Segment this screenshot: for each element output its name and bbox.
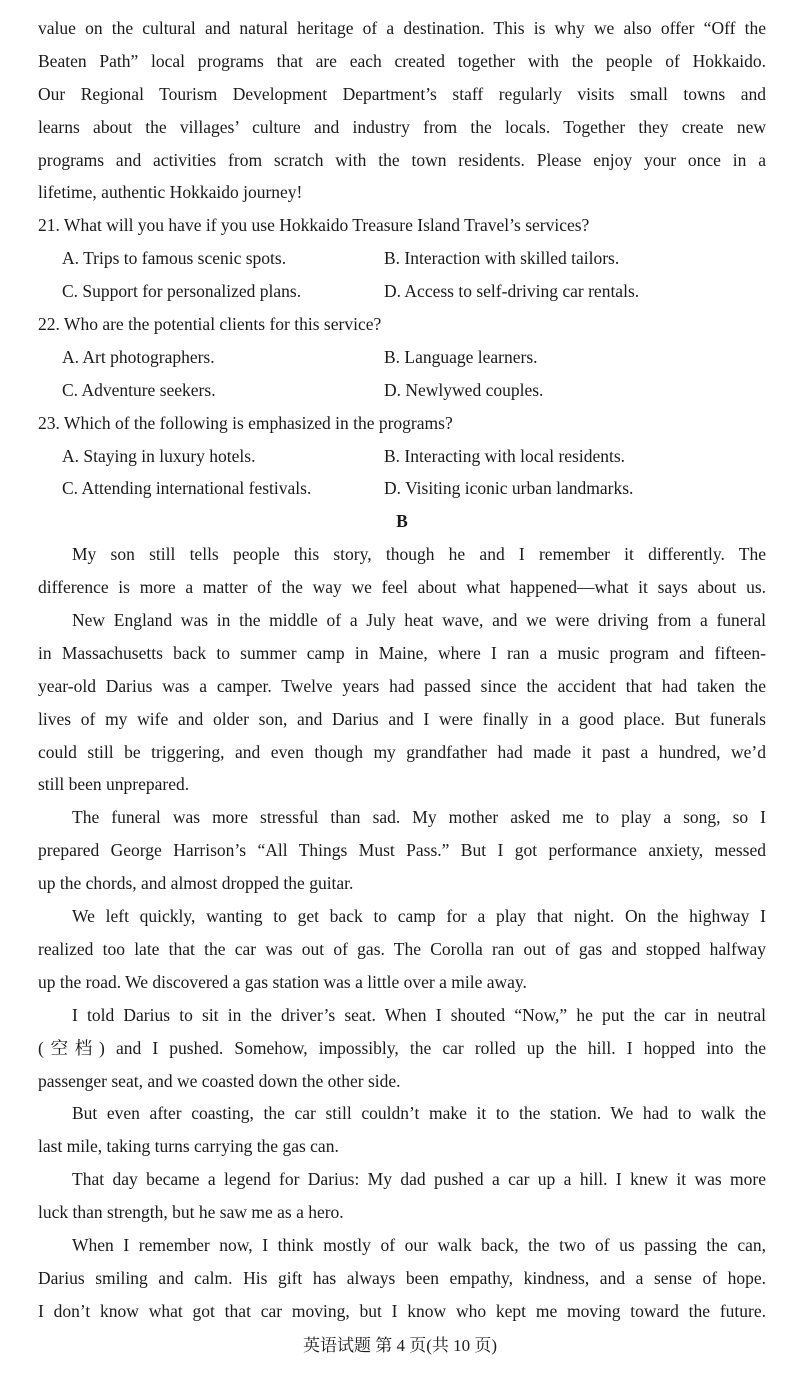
option-b: B. Interacting with local residents. <box>384 445 626 466</box>
passage-line: still been unprepared. <box>38 774 190 795</box>
passage-line: Darius smiling and calm. His gift has always been empathy, kindness, and a sense of hope. <box>38 1267 766 1288</box>
question-stem: 23. Which of the following is emphasized in the programs? <box>38 412 453 433</box>
passage-line: Beaten Path” local programs that are each created together with the people of Hokkaido. <box>38 50 766 71</box>
option-b: B. Interaction with skilled tailors. <box>384 248 620 269</box>
option-d: D. Access to self-driving car rentals. <box>384 281 640 302</box>
passage-line: learns about the villages’ culture and industry from the locals. Together they create new <box>38 116 766 137</box>
passage-line: lives of my wife and older son, and Darius and I were finally in a good place. But funerals <box>38 708 766 729</box>
passage-line: passenger seat, and we coasted down the other side. <box>38 1070 401 1091</box>
options-row <box>38 374 766 407</box>
passage-line: year-old Darius was a camper. Twelve years had passed since the accident that had taken the <box>38 675 766 696</box>
passage-line: (空档) and I pushed. Somehow, impossibly, the car rolled up the hill. I hopped into the <box>38 1037 766 1058</box>
paragraph-first-line: We left quickly, wanting to get back to camp for a play that night. On the highway I <box>72 906 766 927</box>
question-stem: 21. What will you have if you use Hokkaido Treasure Island Travel’s services? <box>38 215 590 236</box>
paragraph-first-line: That day became a legend for Darius: My dad pushed a car up a hill. I knew it was more <box>72 1169 766 1190</box>
passage-b <box>38 538 766 1327</box>
exam-page <box>38 12 766 1328</box>
passage-line: Our Regional Tourism Development Department’s staff regularly visits small towns and <box>38 83 766 104</box>
passage-line: programs and activities from scratch with the town residents. Please enjoy your once in a <box>38 149 766 170</box>
passage-line: last mile, taking turns carrying the gas can. <box>38 1136 339 1157</box>
passage-line: up the road. We discovered a gas station was a little over a mile away. <box>38 971 527 992</box>
option-d: D. Newlywed couples. <box>384 379 544 400</box>
options-row <box>38 440 766 473</box>
paragraph-first-line: My son still tells people this story, though he and I remember it differently. The <box>72 544 766 565</box>
paragraph-first-line: But even after coasting, the car still couldn’t make it to the station. We had to walk the <box>72 1103 766 1124</box>
passage-line: up the chords, and almost dropped the guitar. <box>38 873 354 894</box>
question-22 <box>38 308 766 407</box>
question-23 <box>38 407 766 506</box>
option-a: A. Art photographers. <box>62 346 215 367</box>
paragraph-first-line: I told Darius to sit in the driver’s seat. When I shouted “Now,” he put the car in neutral <box>72 1004 766 1025</box>
passage-line: luck than strength, but he saw me as a hero. <box>38 1202 344 1223</box>
paragraph-first-line: When I remember now, I think mostly of our walk back, the two of us passing the can, <box>72 1234 766 1255</box>
option-a: A. Trips to famous scenic spots. <box>62 248 287 269</box>
passage-a-tail <box>38 12 766 209</box>
question-stem: 22. Who are the potential clients for this service? <box>38 314 382 335</box>
options-row <box>38 341 766 374</box>
passage-line: prepared George Harrison’s “All Things Must Pass.” But I got performance anxiety, messed <box>38 840 766 861</box>
option-d: D. Visiting iconic urban landmarks. <box>384 478 634 499</box>
option-b: B. Language learners. <box>384 346 538 367</box>
options-row <box>38 275 766 308</box>
passage-line: realized too late that the car was out of gas. The Corolla ran out of gas and stopped halfway <box>38 938 766 959</box>
passage-line: could still be triggering, and even though my grandfather had made it past a hundred, we’d <box>38 741 766 762</box>
section-heading: B <box>396 511 408 532</box>
options-row <box>38 472 766 505</box>
passage-line: difference is more a matter of the way we feel about what happened—what it says about us. <box>38 577 766 598</box>
option-c: C. Support for personalized plans. <box>62 281 302 302</box>
paragraph-first-line: The funeral was more stressful than sad. My mother asked me to play a song, so I <box>72 807 766 828</box>
options-row <box>38 242 766 275</box>
option-c: C. Adventure seekers. <box>62 379 216 400</box>
passage-line: in Massachusetts back to summer camp in Maine, where I ran a music program and fifteen- <box>38 642 766 663</box>
paragraph-first-line: New England was in the middle of a July heat wave, and we were driving from a funeral <box>72 610 766 631</box>
passage-line: value on the cultural and natural heritage of a destination. This is why we also offer “Off the <box>38 18 766 38</box>
passage-line: lifetime, authentic Hokkaido journey! <box>38 182 303 203</box>
option-c: C. Attending international festivals. <box>62 478 312 499</box>
passage-line: I don’t know what got that car moving, but I know who kept me moving toward the future. <box>38 1300 766 1321</box>
option-a: A. Staying in luxury hotels. <box>62 445 256 466</box>
question-21 <box>38 209 766 308</box>
page-footer: 英语试题 第 4 页(共 10 页) <box>302 1336 498 1355</box>
